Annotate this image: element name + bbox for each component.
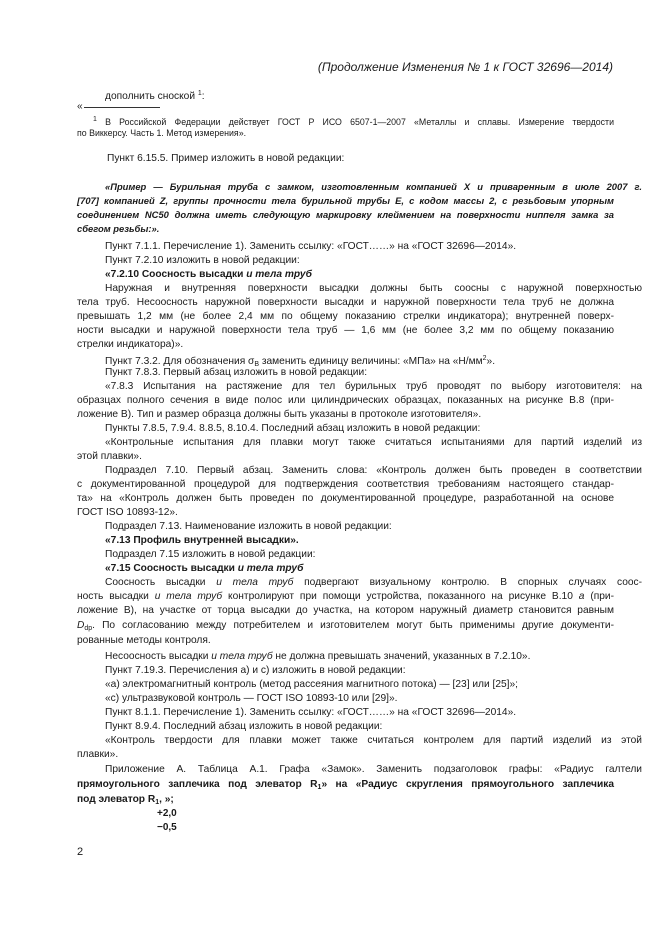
- text-line: прямоугольного заплечика под элеватор $R_1$» на «Радиус скругления прямоугольного заплечика: [77, 779, 614, 791]
- text-line: Пункт 7.2.10 изложить в новой редакции:: [105, 255, 300, 266]
- text-line: Пункт 7.1.1. Перечисление 1). Заменить ссылку: «ГОСТ……» на «ГОСТ 32696—2014».: [105, 241, 517, 252]
- text-line: Наружная и внутренняя поверхности высадки должны быть соосны с наружной поверхностью: [105, 283, 642, 294]
- text-line: стрелки индикатора)».: [77, 339, 184, 350]
- text-line: Пункт 7.19.3. Перечисления а) и с) изложить в новой редакции:: [105, 665, 406, 676]
- text-line: с документированной процедурой для подтверждения соответствия требованиям настоящего стандар-: [77, 479, 614, 490]
- text-line: этой плавки».: [77, 451, 142, 462]
- text-line: $D_{dp}$. По согласованию между потребителем и изготовителем могут быть применимы другие документи-: [77, 620, 614, 632]
- text-line: Подраздел 7.15 изложить в новой редакции:: [105, 549, 316, 560]
- footnote-text: по Виккерсу. Часть 1. Метод измерения».: [77, 128, 247, 138]
- tolerance-upper: +2,0: [157, 808, 177, 819]
- text-line: Подраздел 7.13. Наименование изложить в новой редакции:: [105, 521, 392, 532]
- text-line: Несоосность высадки и тела труб не должна превышать значений, указанных в 7.2.10».: [105, 651, 531, 662]
- text-line: «7.8.3 Испытания на растяжение для тел бурильных труб проводят по выбору изготовителя: на: [105, 381, 642, 392]
- example-text: соединением NC50 должна иметь следующую маркировку клеймением на поверхности ниппеля замка за: [77, 209, 614, 220]
- text-line: рованные методы контроля.: [77, 635, 211, 646]
- example-text: «Пример — Бурильная труба с замком, изготовленным компанией X и приваренным в июле 2007 г.: [105, 181, 642, 192]
- text-line: ГОСТ ISO 10893-12».: [77, 507, 178, 518]
- text-line: превышать 1,2 мм (не более 2,4 мм по общему показанию стрелки индикатора); внутренней поверх-: [77, 311, 614, 322]
- page-number: 2: [77, 846, 84, 858]
- tolerance-lower: −0,5: [157, 822, 177, 833]
- text-line: Приложение А. Таблица А.1. Графа «Замок». Заменить подзаголовок графы: «Радиус галтели: [105, 764, 642, 775]
- text-line: Пункт 8.9.4. Последний абзац изложить в новой редакции:: [105, 721, 383, 732]
- text-line: тела труб. Несоосность наружной поверхности высадки и наружной поверхности тела труб не должна: [77, 297, 614, 308]
- text-line: та» на «Контроль должен быть проведен по документированной процедуре, разработанной на основе: [77, 493, 614, 504]
- text-line: «Контрольные испытания для плавки могут также считаться испытаниями для партий изделий из: [105, 437, 642, 448]
- text-line: плавки».: [77, 749, 119, 760]
- text-line: Соосность высадки и тела труб подвергают визуальному контролю. В спорных случаях соос-: [105, 577, 643, 588]
- example-text: сбегом резьбы:».: [77, 223, 160, 234]
- section-heading: «7.13 Профиль внутренней высадки».: [105, 535, 299, 546]
- text-line: Пункт 7.8.3. Первый абзац изложить в новой редакции:: [105, 367, 368, 378]
- text-line: Пункты 7.8.5, 7.9.4. 8.8.5, 8.10.4. Последний абзац изложить в новой редакции:: [105, 423, 481, 434]
- text-line: Пункт 7.3.2. Для обозначения $\sigma_В$ заменить единицу величины: «МПа» на «$Н/мм^2$».: [105, 355, 496, 368]
- text-line: Подраздел 7.10. Первый абзац. Заменить слова: «Контроль должен быть проведен в соответствии: [105, 465, 642, 476]
- section-heading: «7.2.10 Соосность высадки и тела труб: [105, 269, 312, 280]
- text-line: ложение В), на участке от торца высадки до участка, на котором наружный диаметр становится равным: [77, 605, 614, 616]
- text-line: «с) ультразвуковой контроль — ГОСТ ISO 10893-10 или [29]».: [105, 693, 398, 704]
- footnote-text: $^1$ В Российской Федерации действует ГОСТ Р ИСО 6507-1—2007 «Металлы и сплавы. Измерение твердости: [93, 116, 614, 127]
- text-line: Пункт 6.15.5. Пример изложить в новой редакции:: [107, 153, 345, 164]
- example-text: [707] компанией Z, группы прочности тела бурильной трубы Е, с кодом массы 2, с резьбовым упорным: [77, 195, 614, 206]
- text-line: ложение В). Тип и размер образца должны быть указаны в протоколе изготовителя».: [77, 409, 482, 420]
- footnote-open-quote: «: [77, 101, 83, 112]
- footnote-rule: [84, 107, 160, 108]
- text-line: ность высадки и тела труб контролируют при помощи устройства, показанного на рисунке В.10 а (при-: [77, 591, 614, 602]
- running-header: (Продолжение Изменения № 1 к ГОСТ 32696—2014): [317, 60, 613, 74]
- text-line: «Контроль твердости для плавки может также считаться контролем для партий изделий из этой: [105, 735, 642, 746]
- text-line: образцах полного сечения в виде полос или цилиндрических образцах, показанных на рисунке В.8 (при-: [77, 395, 614, 406]
- section-heading: «7.15 Соосность высадки и тела труб: [105, 563, 304, 574]
- text-line: дополнить сноской $^1$:: [105, 90, 205, 102]
- text-line: ности высадки и наружной поверхности тела труб — 1,6 мм (не более 3,2 мм по общему показанию: [77, 325, 614, 336]
- text-line: под элеватор $R_1$, »;: [77, 794, 174, 806]
- text-line: «а) электромагнитный контроль (метод рассеяния магнитного потока) — [23] или [25]»;: [105, 679, 519, 690]
- text-line: Пункт 8.1.1. Перечисление 1). Заменить ссылку: «ГОСТ……» на «ГОСТ 32696—2014».: [105, 707, 517, 718]
